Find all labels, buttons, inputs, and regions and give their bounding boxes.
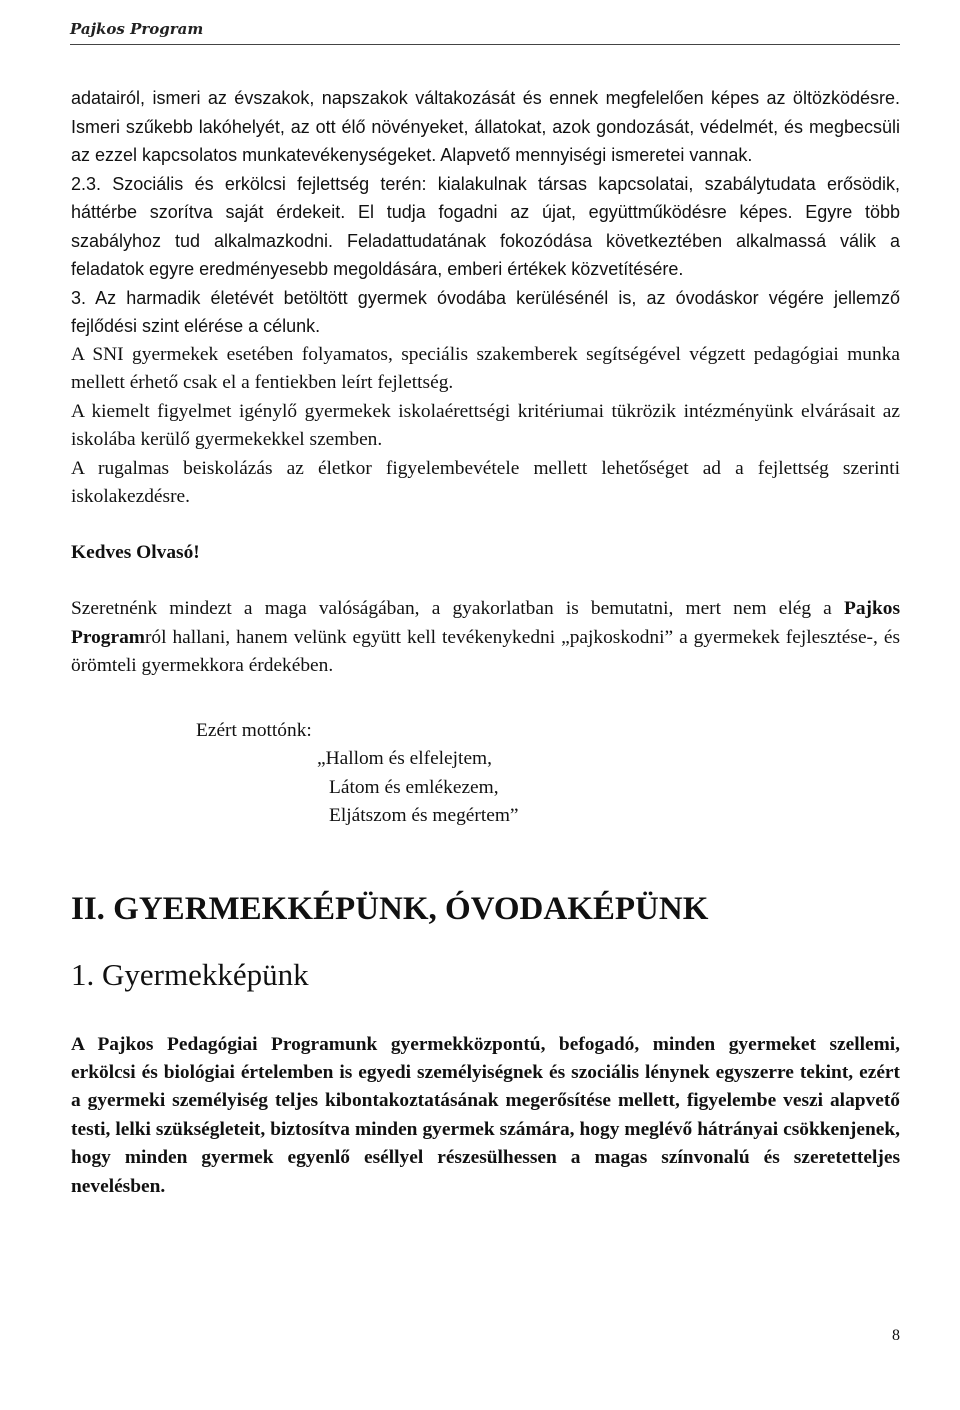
paragraph-intro bbox=[71, 595, 900, 681]
page-number: 8 bbox=[892, 1327, 900, 1344]
intro-text-end: ról hallani, hanem velünk együtt kell tevékenykedni „pajkoskodni” a gyermekek fejlesztése-, és örömteli gyermekkora érdekében. bbox=[71, 626, 900, 676]
paragraph-special-attention: A kiemelt figyelmet igénylő gyermekek iskolaérettségi kritériumai tükrözik intézményünk elvárásait az iskolába kerülő gyermekekkel szemben. bbox=[71, 400, 900, 450]
program-name: Pajkos Program bbox=[71, 598, 900, 648]
paragraph-sni-children: A SNI gyermekek esetében folyamatos, speciális szakemberek segítségével végzett pedagógiai munka mellett érhető csak el a fentiekben leírt fejlettség. bbox=[71, 343, 900, 393]
page-content bbox=[71, 84, 900, 1201]
chapter-heading: II. GYERMEKKÉPÜNK, ÓVODAKÉPÜNK bbox=[71, 890, 709, 927]
motto-lead: Ezért mottónk: bbox=[196, 719, 312, 741]
paragraph-social-development: 2.3. Szociális és erkölcsi fejlettség terén: kialakulnak társas kapcsolatai, szabálytudata erősödik, háttérbe szorítva saját érdekeit. El tudja fogadni az újat, együttműködésre képes. Egyre több szabályhoz tud alkalmazkodni. Feladattudatának fokozódása következtében alkalmassá válik a feladatok egyre eredményesebb megoldására, emberi értékek közvetítésére. bbox=[71, 173, 900, 279]
motto-line-2: Látom és emlékezem, bbox=[329, 776, 499, 798]
greeting-heading: Kedves Olvasó! bbox=[71, 541, 200, 563]
paragraph-child-concept: A Pajkos Pedagógiai Programunk gyermekközpontú, befogadó, minden gyermeket szellemi, erkölcsi és biológiai értelemben is egyedi személyiségnek és szociális lénynek egyszerre tekint, ezért a gyermeki személyiség teljes kibontakoztatásának megerősítése mellett, figyelembe veszi alapvető testi, lelki szükségleteit, biztosítva minden gyermek számára, hogy meglévő hátrányai csökkenjenek, hogy minden gyermek egyenlő eséllyel részesülhessen a magas színvonalú és szeretetteljes nevelésben. bbox=[71, 1033, 900, 1197]
running-header: Pajkos Program bbox=[70, 20, 204, 38]
motto-block bbox=[317, 745, 900, 831]
section-heading: 1. Gyermekképünk bbox=[71, 956, 309, 992]
paragraph-third-year-goal: 3. Az harmadik életévét betöltött gyermek óvodába kerülésénél is, az óvodáskor végére jellemző fejlődési szint elérése a célunk. bbox=[71, 287, 900, 336]
motto-line-3: Eljátszom és megértem” bbox=[329, 805, 519, 826]
paragraph-environment-knowledge: adatairól, ismeri az évszakok, napszakok váltakozását és ennek megfelelően képes az öltözködésre. Ismeri szűkebb lakóhelyét, az ott élő növényeket, állatokat, azok gondozását, védelmét, és megbecsüli az ezzel kapcsolatos munkatevékenységeket. Alapvető mennyiségi ismeretei vannak. bbox=[71, 88, 900, 165]
intro-text-start: Szeretnénk mindezt a maga valóságában, a gyakorlatban is bemutatni, mert nem elég a bbox=[71, 598, 844, 619]
motto-line-1: „Hallom és elfelejtem, bbox=[317, 748, 492, 769]
paragraph-flexible-schooling: A rugalmas beiskolázás az életkor figyelembevétele mellett lehetőséget ad a fejlettség szerinti iskolakezdésre. bbox=[71, 457, 900, 507]
header-divider bbox=[70, 44, 900, 45]
